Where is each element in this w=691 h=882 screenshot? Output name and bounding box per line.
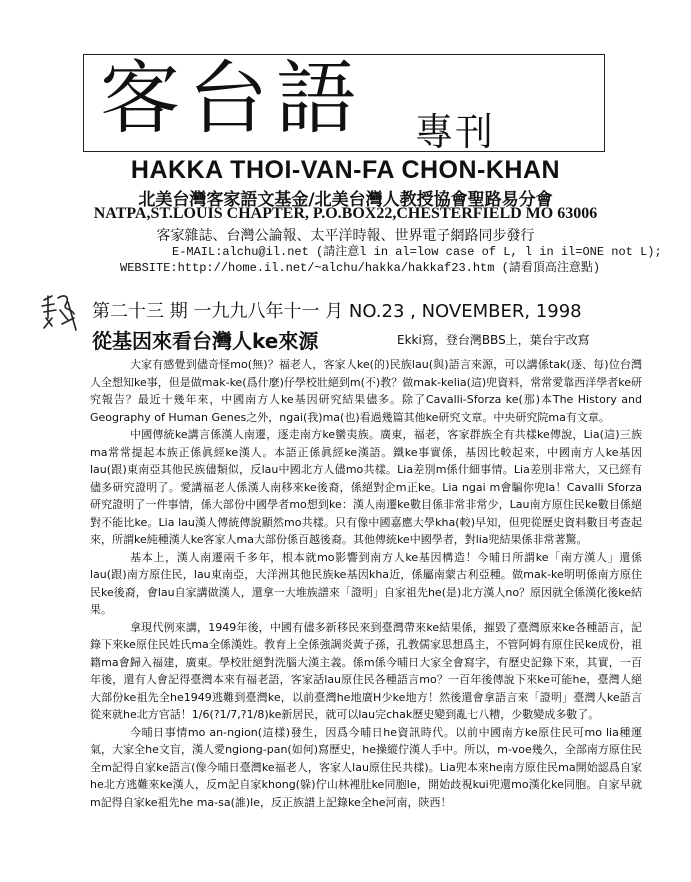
handwritten-signature (38, 290, 82, 334)
article-headline: 從基因來看台灣人ke來源 (92, 329, 319, 353)
paragraph: 大家有感覺到儘奇怪mo(無)？福老人，客家人ke(的)民族lau(與)語言來源，可以講係tak(逐、每)位台灣人全想知ke事，但是做mak-ke(爲什麼)仔學校壯絕到m(不)教？做mak-kelia(這)兜資料，常常愛靠西洋學者ke研究報告？最近十幾年來，中國南方人ke基因研究結果儘多。除了Cavalli-Sforza ke(那)本The History and Geography of Human Genes之外，ngai(我)ma(也)看過幾篇其他ke研究文章。中央研究院ma有文章。 (90, 358, 642, 424)
sync-publication-line: 客家雜誌、台灣公論報、太平洋時報、世界電子網路同步發行 (156, 228, 535, 244)
paragraph: 基本上，漢人南遷兩千多年，根本就mo影響到南方人ke基因構造！今晡日所謂ke「南方漢人」還係lau(跟)南方原住民，lau東南亞，大洋洲其他民族ke基因kha近，係屬南蒙古利亞種。做mak-ke明明係南方原住民ke後裔，會lau自家講做漢人，還拿一大堆族譜來「證明」自家祖先he(是)北方漢人no？原因就全係漢化後ke結果。 (90, 550, 642, 616)
paragraph: 今晡日事情mo an-ngion(這樣)發生，因爲今晡日he資訊時代。以前中國南方ke原住民可mo lia種運氣，大家全he文盲，漢人愛ngiong-pan(如何)寫歷史，he操縱佇漢人手中。所以，m-voe幾久，全部南方原住民全m記得自家ke語言(像今晡日臺灣ke福老人，客家人lau原住民共樣)。Lia兜本來he南方原住民ma開始認爲自家he北方逃難來ke漢人，反m記自家khong(躲)佇山林裡肚ke同胞le，開始歧視kui兜還mo漢化ke同胞。自家早就m記得自家ke祖先he ma-sa(誰)le，反正族譜上記錄ke全he河南，陝西！ (90, 725, 642, 809)
article-body (90, 356, 642, 811)
masthead-subtitle-mark: 專刊 (415, 110, 496, 154)
website-line: WEBSITE:http://home.il.net/~alchu/hakka/hakkaf23.htm (請看頂高注意點) (120, 261, 601, 275)
paragraph: 拿現代例來講，1949年後，中國有儘多新移民來到臺灣帶來ke結果係，摧毀了臺灣原來ke各種語言，記錄下來ke原住民姓氏ma全係漢姓。教育上全係強調炎黃子孫，孔教儒家思想爲主，不管阿姆有原住民ke成份，祖籍ma會歸入福建，廣東。學校壯絕對洗腦大漢主義。係m係今晡日大家全會寫字，有歷史記錄下來，其實，一百年後，還有人會記得臺灣本來有福老語，客家話lau原住民各種語言mo？一百年後傳說下來ke可能he，臺灣人絕大部份ke祖先全he1949逃難到臺灣ke，以前臺灣he地廣H少ke地方！然後還會拿語言來「證明」臺灣人ke語言從來就he北方官話！1/6(?1/7,?1/8)ke新居民，就可以lau完chak歷史變到亂七八糟，少數變成多數了。 (90, 620, 642, 721)
email-line: E-MAIL:alchu@il.net (請注意l in al=low case of L, l in il=ONE not L); (172, 245, 662, 259)
romanized-title: HAKKA THOI-VAN-FA CHON-KHAN (130, 156, 561, 184)
masthead-title: 客台語 (100, 52, 364, 145)
paragraph: 中國傳統ke講言係漢人南遷，逐走南方ke蠻夷族。廣東，福老，客家群族全有共樣ke傳說，Lia(這)三族ma常常提起本族正係眞經ke漢人。本語正係眞經ke漢語。鐵ke事實係，基因比較起來，中國南方人ke基因lau(跟)東南亞其他民族儘類似，反lau中國北方人儘mo共樣。Lia差別m係什細事情。Lia差別非常大，又已經有儘多研究證明了。愛講福老人係漢人南移來ke後裔，係絕對企m正ke。Lia ngai m會騙你兜la！Cavalli Sforza研究證明了一件事情，係大部份中國學者mo想到ke：漢人南遷ke數目係非常非常少，Lau南方原住民ke數目係絕對不能比ke。Lia lau漢人傳統傳說顯然mo共樣。只有像中國嘉應大學kha(較)早知，但兜從歷史資料數目考查起來，所謂ke純種漢人ke客家人ma大部份係百越後裔。其他傳統ke中國學者，對lia兜結果係非常著驚。 (90, 428, 642, 546)
article-byline: Ekki寫，登台灣BBS上，葉台宇改寫 (397, 333, 590, 347)
issue-line: 第二十三 期 一九九八年十一 月 NO.23 , NOVEMBER, 1998 (92, 301, 582, 322)
organization-line: 北美台灣客家語文基金/北美台灣人教授協會聖路易分會 (138, 190, 553, 210)
address-line: NATPA,ST.LOUIS CHAPTER, P.O.BOX22,CHESTERFIELD MO 63006 (93, 205, 598, 222)
